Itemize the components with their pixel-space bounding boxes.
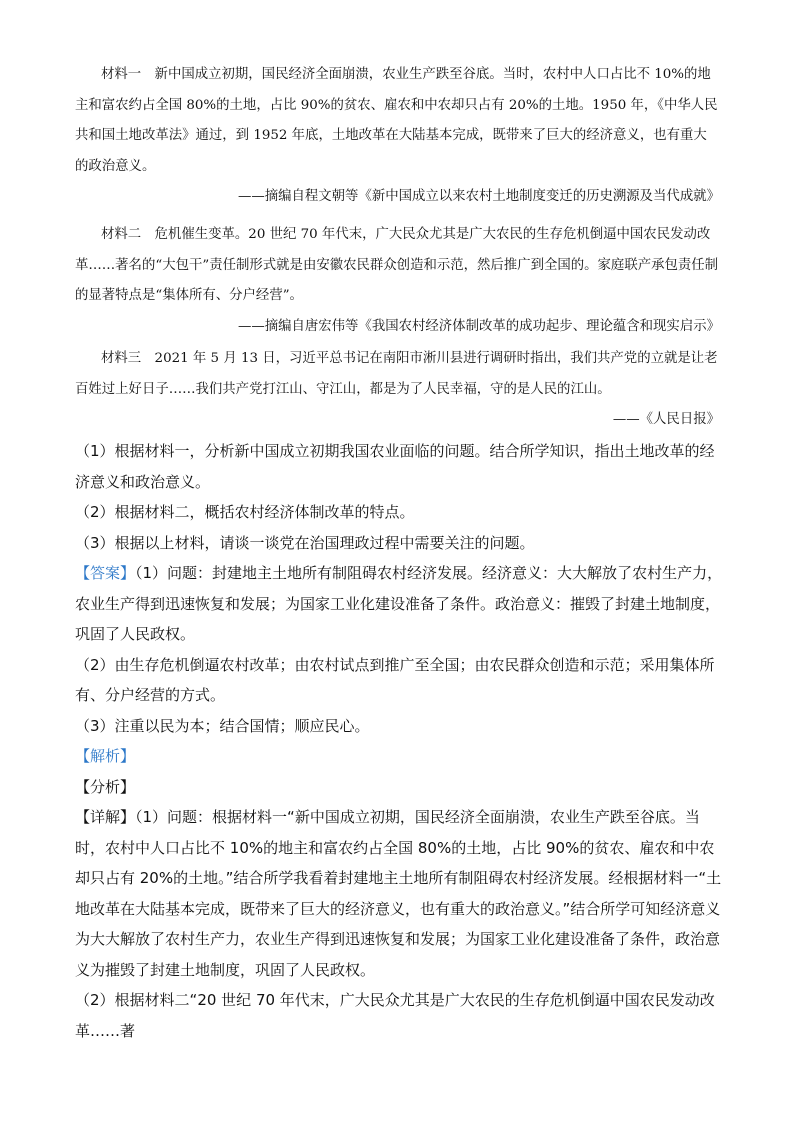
material-3 bbox=[75, 344, 720, 436]
material-3-text: 材料三 2021 年 5 月 13 日，习近平总书记在南阳市淅川县进行调研时指出，我们共产党的立就是让老百姓过上好日子……我们共产党打江山、守江山，都是为了人民幸福，守的是人民的江山。 bbox=[75, 351, 718, 397]
material-1 bbox=[75, 60, 720, 213]
material-2-source: ——摘编自唐宏伟等《我国农村经济体制改革的成功起步、理论蕴含和现实启示》 bbox=[237, 318, 720, 334]
fenxi-tag: 【分析】 bbox=[75, 777, 136, 796]
material-2-text: 材料二 危机催生变革。20 世纪 70 年代末，广大民众尤其是广大农民的生存危机倒逼中国农民发动改革……著名的“大包干”责任制形式就是由安徽农民群众创造和示范，然后推广到全国的。家庭联产承包责任制的显著特点是“集体所有、分户经营”。 bbox=[75, 227, 719, 303]
question-2: （2）根据材料二，概括农村经济体制改革的特点。 bbox=[75, 503, 415, 521]
material-2 bbox=[75, 220, 720, 342]
material-1-text: 材料一 新中国成立初期，国民经济全面崩溃，农业生产跌至谷底。当时，农村中人口占比不 10%的地主和富农约占全国 80%的土地，占比 90%的贫农、雇农和中农却只占有 20%的土地。1950 年，《中华人民共和国土地改革法》通过，到 1952 年底，土地改革在大陆基本完成，既带来了巨大的经济意义，也有重大的政治意义。 bbox=[75, 67, 718, 174]
detail-2: （2）根据材料二“20 世纪 70 年代末，广大民众尤其是广大农民的生存危机倒逼中国农民发动改革……著 bbox=[75, 991, 715, 1040]
answer-2: （2）由生存危机倒逼农村改革；由农村试点到推广至全国；由农民群众创造和示范；采用集体所有、分户经营的方式。 bbox=[75, 655, 715, 704]
material-3-source: ——《人民日报》 bbox=[612, 412, 720, 427]
detail-tag: 【详解】 bbox=[75, 808, 136, 826]
answer-1 bbox=[75, 558, 725, 650]
question-1: （1）根据材料一，分析新中国成立初期我国农业面临的问题。结合所学知识，指出土地改革的经济意义和政治意义。 bbox=[75, 442, 715, 491]
detail-1-text: （1）问题：根据材料一“新中国成立初期，国民经济全面崩溃，农业生产跌至谷底。当时，农村中人口占比不 10%的地主和富农约占全国 80%的土地，占比 90%的贫农、雇农和中农却只占有 20%的土地。”结合所学我看着封建地主土地所有制阻碍农村经济发展。经根据材料一“土地改革在大陆基本完成，既带来了巨大的经济意义，也有重大的政治意义。”结合所学可知经济意义为大大解放了农村生产力，农业生产得到迅速恢复和发展；为国家工业化建设准备了条件，政治意义为摧毁了封建土地制度，巩固了人民政权。 bbox=[75, 808, 722, 979]
answer-1-text: （1）问题：封建地主土地所有制阻碍农村经济发展。经济意义：大大解放了农村生产力，农业生产得到迅速恢复和发展；为国家工业化建设准备了条件。政治意义：摧毁了封建土地制度，巩固了人民政权。 bbox=[75, 564, 723, 643]
qa-section bbox=[75, 436, 725, 1046]
material-1-source: ——摘编自程文朝等《新中国成立以来农村土地制度变迁的历史溯源及当代成就》 bbox=[237, 189, 720, 204]
question-3: （3）根据以上材料，请谈一谈党在治国理政过程中需要关注的问题。 bbox=[75, 533, 535, 552]
answer-tag: 【答案】 bbox=[75, 564, 136, 582]
answer-3: （3）注重以民为本；结合国情；顺应民心。 bbox=[75, 716, 370, 735]
detail-1 bbox=[75, 802, 725, 985]
analysis-tag: 【解析】 bbox=[75, 747, 136, 765]
